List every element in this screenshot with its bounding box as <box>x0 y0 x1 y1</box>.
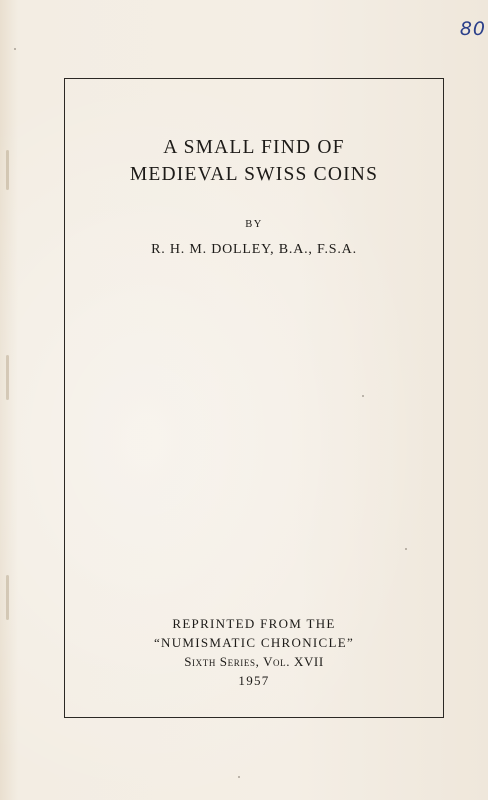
author-name: R. H. M. DOLLEY, B.A., F.S.A. <box>151 242 357 257</box>
binding-mark <box>6 355 9 400</box>
reprint-year: 1957 <box>238 673 270 688</box>
binding-mark <box>6 150 9 190</box>
document-title <box>65 134 443 188</box>
reprint-line-1: REPRINTED FROM THE <box>172 616 336 631</box>
reprint-notice <box>65 614 443 690</box>
reprint-line-2: “NUMISMATIC CHRONICLE” <box>153 635 355 650</box>
title-line-2: MEDIEVAL SWISS COINS <box>129 164 379 185</box>
title-line-1: A SMALL FIND OF <box>163 137 345 158</box>
paper-speck <box>238 776 240 778</box>
paper-speck <box>14 48 16 50</box>
paper-speck <box>405 548 407 550</box>
byline-by: BY <box>245 219 263 230</box>
paper-speck <box>362 395 364 397</box>
reprint-series: Sixth Series, Vol. XVII <box>184 654 324 669</box>
title-page-frame <box>64 78 444 718</box>
binding-mark <box>6 575 9 620</box>
handwritten-note: 80 <box>459 18 486 40</box>
